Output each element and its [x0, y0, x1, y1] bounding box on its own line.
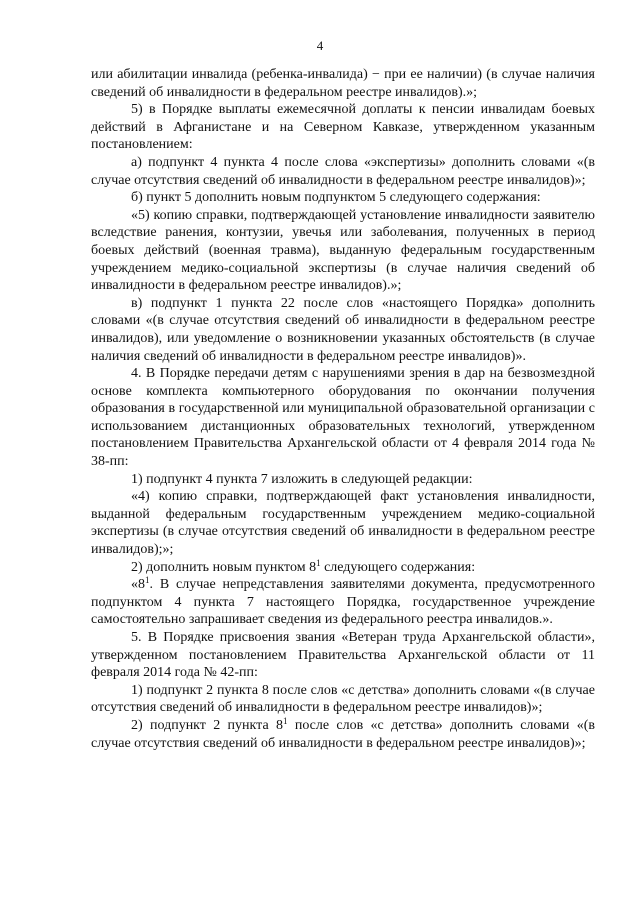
paragraph: или абилитации инвалида (ребенка-инвалида) − при ее наличии) (в случае наличия сведений об инвалидности в федеральном реестре инвалидов).»; [91, 67, 595, 100]
superscript: 1 [283, 715, 288, 726]
paragraph: 5) в Порядке выплаты ежемесячной доплаты к пенсии инвалидам боевых действий в Афганистане и на Северном Кавказе, утвержденном указанным постановлением: [91, 102, 595, 153]
document-body [91, 66, 595, 752]
paragraph: 1) подпункт 2 пункта 8 после слов «с детства» дополнить словами «(в случае отсутствия сведений об инвалидности в федеральном реестре инвалидов)»; [91, 682, 595, 716]
paragraph [91, 576, 595, 629]
paragraph: 1) подпункт 4 пункта 7 изложить в следующей редакции: [131, 471, 473, 487]
paragraph: б) пункт 5 дополнить новым подпунктом 5 следующего содержания: [131, 190, 541, 206]
paragraph-text: следующего содержания: [320, 559, 476, 575]
paragraph: 4. В Порядке передачи детям с нарушениями зрения в дар на безвозмездной основе комплекта компьютерного оборудования по окончании получения образования в государственной или муниципальной образовательной организации с использованием дистанционных образовательных технологий, утвержденном постановлением Правительства Архангельской области от 4 февраля 2014 года № 38-пп: [91, 366, 595, 470]
paragraph: в) подпункт 1 пункта 22 после слов «настоящего Порядка» дополнить словами «(в случае отсутствия сведений об инвалидности в федеральном реестре инвалидов), или уведомление о возникновении указанных обстоятельств (в случае наличия сведений об инвалидности в федеральном реестре инвалидов)». [91, 295, 595, 364]
superscript: 1 [145, 575, 150, 586]
paragraph: «4) копию справки, подтверждающей факт установления инвалидности, выданной федеральным государственным учреждением медико-социальной экспертизы (в случае отсутствия сведений об инвалидности в федеральном реестре инвалидов);»; [91, 489, 595, 558]
paragraph-text: 2) подпункт 2 пункта 8 [131, 717, 283, 733]
paragraph [91, 717, 595, 752]
paragraph: 5. В Порядке присвоения звания «Ветеран труда Архангельской области», утвержденном постановлением Правительства Архангельской области от 11 февраля 2014 года № 42-пп: [91, 630, 595, 681]
paragraph-text: . В случае непредставления заявителями документа, предусмотренного подпунктом 4 пункта 7 настоящего Порядка, государственное учреждение самостоятельно запрашивает сведения из федерального реестра инвалидов.». [91, 577, 595, 628]
paragraph [91, 559, 595, 577]
paragraph-text: «8 [131, 577, 145, 593]
paragraph-text: после слов «с детства» дополнить словами «(в случае отсутствия сведений об инвалидности в федеральном реестре инвалидов)»; [91, 717, 596, 751]
page-number: 4 [316, 38, 324, 53]
paragraph: а) подпункт 4 пункта 4 после слова «экспертизы» дополнить словами «(в случае отсутствия сведений об инвалидности в федеральном реестре инвалидов)»; [91, 154, 595, 188]
superscript: 1 [316, 557, 321, 568]
paragraph-text: 2) дополнить новым пунктом 8 [131, 559, 317, 575]
paragraph: «5) копию справки, подтверждающей установление инвалидности заявителю вследствие ранения, контузии, увечья или заболевания, полученных в период боевых действий (военная травма), выданную федеральным государственным учреждением медико-социальной экспертизы (в случае наличия сведений об инвалидности в федеральном реестре инвалидов).»; [91, 207, 595, 294]
